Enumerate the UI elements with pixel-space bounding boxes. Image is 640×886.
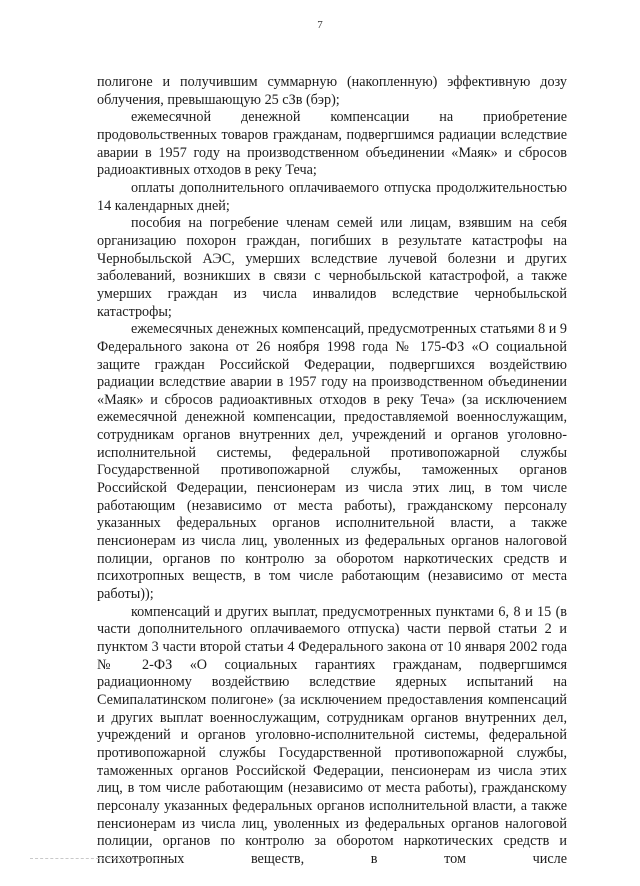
paragraph-burial-allowance: пособия на погребение членам семей или лицам, взявшим на себя организацию похорон граждан, погибших в результате катастрофы на Чернобыльской АЭС, умерших вследствие лучевой болезни и других заболеваний, возникших в связи с чернобыльской катастрофой, а также умерших граждан из числа инвалидов вследствие чернобыльской катастрофы; [97,215,567,320]
page-number: 7 [317,19,323,31]
paragraph-continuation: полигоне и получившим суммарную (накопленную) эффективную дозу облучения, превышающую 25 сЗв (бэр); [97,74,567,108]
footer-divider [30,858,170,859]
paragraph-monthly-compensations-175fz: ежемесячных денежных компенсаций, предусмотренных статьями 8 и 9 Федерального закона от 26 ноября 1998 года № 175-ФЗ «О социальной защите граждан Российской Федерации, подвергшихся воздействию радиации вследствие аварии в 1957 году на производственном объединении «Маяк» и сбросов радиоактивных отходов в реку Теча» (за исключением ежемесячной денежной компенсации, предоставляемой военнослужащим, сотрудникам органов внутренних дел, учреждений и органов уголовно-исполнительной системы, федеральной противопожарной службы Государственной противопожарной службы, таможенных органов Российской Федерации, пенсионерам из числа этих лиц, в том числе работающим (независимо от места работы), гражданскому персоналу указанных федеральных органов исполнительной власти, а также пенсионерам из числа лиц, уволенных из федеральных органов налоговой полиции, органов по контролю за оборотом наркотических средств и психотропных веществ, в том числе работающим (независимо от места работы)); [97,321,567,603]
document-body [97,74,567,869]
paragraph-additional-leave: оплаты дополнительного оплачиваемого отпуска продолжительностью 14 календарных дней; [97,179,567,214]
paragraph-mayak-food-compensation: ежемесячной денежной компенсации на приобретение продовольственных товаров гражданам, подвергшимся радиации вследствие аварии в 1957 году на производственном объединении «Маяк» и сбросов радиоактивных отходов в реку Теча; [97,109,567,179]
paragraph-compensations-2fz: компенсаций и других выплат, предусмотренных пунктами 6, 8 и 15 (в части дополнительного оплачиваемого отпуска) части первой статьи 2 и пунктом 3 части второй статьи 4 Федерального закона от 10 января 2002 года № 2-ФЗ «О социальных гарантиях гражданам, подвергшимся радиационному воздействию вследствие ядерных испытаний на Семипалатинском полигоне» (за исключением предоставления компенсаций и других выплат военнослужащим, сотрудникам органов внутренних дел, учреждений и органов уголовно-исполнительной системы, федеральной противопожарной службы Государственной противопожарной службы, таможенных органов Российской Федерации, пенсионерам из числа этих лиц, в том числе работающим (независимо от места работы), гражданскому персоналу указанных федеральных органов исполнительной власти, а также пенсионерам из числа лиц, уволенных из федеральных органов налоговой полиции, органов по контролю за оборотом наркотических средств и психотропных веществ, в том числе [97,603,567,867]
